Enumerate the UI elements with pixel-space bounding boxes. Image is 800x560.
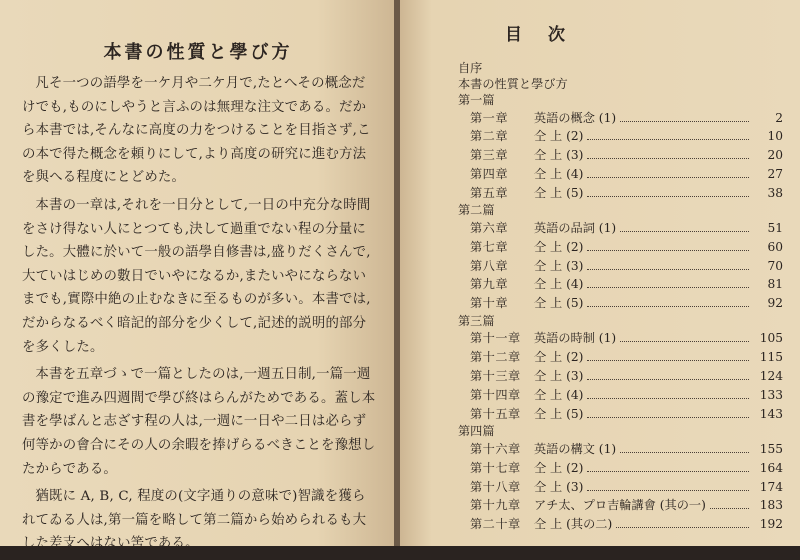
toc-chapter-number: 第四章 bbox=[470, 166, 509, 181]
toc-page-number: 70 bbox=[767, 258, 783, 273]
toc-entry bbox=[458, 440, 783, 459]
toc-entry bbox=[458, 146, 783, 165]
toc-page-number: 155 bbox=[759, 441, 783, 456]
toc-leader-dots bbox=[587, 177, 749, 178]
toc-entry bbox=[458, 219, 783, 238]
toc-chapter-title: 仝 上 (5) bbox=[534, 406, 584, 421]
toc-chapter-number: 第十七章 bbox=[470, 460, 521, 475]
toc-entry bbox=[458, 496, 783, 515]
toc-page-number: 51 bbox=[767, 220, 783, 235]
toc-page-number: 115 bbox=[759, 350, 783, 365]
toc-page-number: 105 bbox=[759, 331, 783, 346]
toc-chapter-number: 第五章 bbox=[470, 185, 509, 200]
toc-entry bbox=[458, 348, 783, 367]
toc-entry bbox=[458, 184, 783, 203]
toc-entry bbox=[458, 386, 783, 405]
toc-chapter-title: 仝 上 (3) bbox=[534, 369, 584, 384]
toc-page-number: 81 bbox=[767, 277, 783, 292]
toc-leader-dots bbox=[620, 341, 749, 342]
toc-chapter-title: 仝 上 (2) bbox=[534, 350, 584, 365]
toc-chapter-number: 第二章 bbox=[470, 129, 509, 144]
toc-entry bbox=[458, 109, 783, 128]
toc-page-number: 124 bbox=[759, 369, 783, 384]
toc-entry bbox=[458, 405, 783, 424]
toc-chapter-title: 仝 上 (3) bbox=[534, 258, 584, 273]
page-title: 本書の性質と學び方 bbox=[103, 42, 293, 63]
toc-chapter-title: アチ太、プロ吉輪講會 (其の一) bbox=[534, 498, 706, 513]
toc-page-number: 133 bbox=[759, 387, 783, 402]
toc-page-number: 143 bbox=[759, 406, 783, 421]
toc-leader-dots bbox=[587, 398, 749, 399]
paragraph: 本書を五章づゝで一篇としたのは,一週五日制,一篇一週の豫定で進み四週間で學び終はらんがためである。蓋し本書を學ばんと志ざす程の人は,一週に一日や二日は必らず何等かの會合にその人の余暇を捧げらるべきことを豫想したからである。 bbox=[22, 367, 376, 477]
toc-chapter-number: 第一章 bbox=[470, 110, 509, 125]
toc-leader-dots bbox=[587, 287, 749, 288]
toc-page-number: 20 bbox=[767, 148, 783, 163]
toc-page-number: 183 bbox=[759, 498, 783, 513]
toc-chapter-number: 第二十章 bbox=[470, 517, 521, 532]
toc-chapter-title: 仝 上 (其の二) bbox=[534, 517, 613, 532]
toc-leader-dots bbox=[587, 269, 749, 270]
toc-page-number: 27 bbox=[767, 166, 783, 181]
toc-part-heading: 第三篇 bbox=[458, 313, 495, 328]
toc-chapter-number: 第十五章 bbox=[470, 406, 521, 421]
toc-chapter-title: 仝 上 (2) bbox=[534, 460, 584, 475]
paragraph: 猶既に A, B, C, 程度の(文字通りの意味で)智識を獲られてゐる人は,第一篇を略して第二篇から始められるも大した差支へはない筈である。 bbox=[22, 489, 367, 552]
toc-entry bbox=[458, 294, 783, 313]
toc-part-heading: 第一篇 bbox=[458, 93, 495, 107]
toc-chapter-title: 仝 上 (5) bbox=[534, 296, 584, 311]
toc-chapter-number: 第八章 bbox=[470, 258, 509, 273]
left-page bbox=[0, 0, 396, 552]
toc-chapter-title: 仝 上 (5) bbox=[534, 185, 584, 200]
toc-leader-dots bbox=[587, 250, 749, 251]
toc-leader-dots bbox=[587, 306, 749, 307]
toc-chapter-number: 第十一章 bbox=[470, 331, 521, 346]
toc-title: 目次 bbox=[505, 25, 591, 45]
toc-entry bbox=[458, 515, 783, 534]
toc-page-number: 164 bbox=[759, 460, 783, 475]
toc-leader-dots bbox=[587, 490, 749, 491]
toc-leader-dots bbox=[620, 452, 749, 453]
table-of-contents bbox=[458, 60, 783, 534]
toc-leader-dots bbox=[587, 379, 749, 380]
toc-chapter-title: 仝 上 (3) bbox=[534, 479, 584, 494]
toc-leader-dots bbox=[620, 121, 749, 122]
toc-chapter-title: 英語の構文 (1) bbox=[534, 441, 617, 456]
toc-front-item: 本書の性質と學び方 bbox=[458, 77, 568, 91]
toc-leader-dots bbox=[587, 196, 749, 197]
toc-page-number: 2 bbox=[775, 110, 783, 125]
toc-entry bbox=[458, 329, 783, 348]
toc-leader-dots bbox=[587, 471, 749, 472]
toc-page-number: 38 bbox=[767, 185, 783, 200]
body-text bbox=[22, 72, 377, 560]
toc-page-number: 10 bbox=[767, 129, 783, 144]
toc-leader-dots bbox=[587, 139, 749, 140]
toc-page-number: 192 bbox=[759, 517, 783, 532]
toc-chapter-title: 仝 上 (2) bbox=[534, 239, 584, 254]
toc-page-number: 92 bbox=[767, 296, 783, 311]
toc-chapter-title: 英語の品詞 (1) bbox=[534, 220, 617, 235]
toc-chapter-number: 第六章 bbox=[470, 220, 509, 235]
toc-chapter-number: 第十章 bbox=[470, 296, 509, 311]
toc-chapter-number: 第三章 bbox=[470, 148, 509, 163]
toc-chapter-number: 第九章 bbox=[470, 277, 509, 292]
toc-chapter-number: 第十八章 bbox=[470, 479, 521, 494]
toc-front-item: 自序 bbox=[458, 61, 483, 75]
toc-chapter-title: 仝 上 (4) bbox=[534, 277, 584, 292]
toc-part-heading: 第二篇 bbox=[458, 203, 495, 218]
paragraph: 本書の一章は,それを一日分として,一日の中充分な時間をさけ得ない人にとつても,決して過重でない程の分量にした。大體に於いて一般の語學自修書は,盛りだくさんで,大ていはじめの數日でいやになるか,またいやにならないまでも,實際中絶の止むなきに至るものが多い。本書では,だからなるべく暗記的部分を少くして,記述的説明的部分を多くした。 bbox=[22, 197, 371, 355]
toc-entry bbox=[458, 275, 783, 294]
toc-chapter-title: 仝 上 (4) bbox=[534, 387, 584, 402]
toc-leader-dots bbox=[587, 360, 749, 361]
toc-leader-dots bbox=[620, 231, 749, 232]
toc-chapter-number: 第十六章 bbox=[470, 441, 521, 456]
toc-chapter-number: 第七章 bbox=[470, 239, 509, 254]
toc-entry bbox=[458, 459, 783, 478]
paragraph: 凡そ一つの語學を一ケ月や二ケ月で,たとへその概念だけでも,ものにしやうと言ふのは無理な注文である。だから本書では,そんなに高度の力をつけることを目指さず,この本で得た概念を頼りにして,より高度の研究に進む方法を與へる程度にとどめた。 bbox=[22, 76, 371, 186]
toc-chapter-title: 英語の時制 (1) bbox=[534, 331, 617, 346]
toc-entry bbox=[458, 367, 783, 386]
toc-entry bbox=[458, 238, 783, 257]
toc-entry bbox=[458, 257, 783, 276]
toc-chapter-title: 仝 上 (2) bbox=[534, 129, 584, 144]
toc-entry bbox=[458, 165, 783, 184]
toc-leader-dots bbox=[587, 417, 749, 418]
toc-chapter-title: 仝 上 (4) bbox=[534, 166, 584, 181]
toc-page-number: 174 bbox=[759, 479, 783, 494]
toc-chapter-number: 第十四章 bbox=[470, 387, 521, 402]
toc-chapter-number: 第十三章 bbox=[470, 369, 521, 384]
toc-leader-dots bbox=[616, 527, 749, 528]
toc-chapter-number: 第十二章 bbox=[470, 350, 521, 365]
toc-page-number: 60 bbox=[767, 239, 783, 254]
toc-part-heading: 第四篇 bbox=[458, 424, 495, 439]
toc-entry bbox=[458, 478, 783, 497]
toc-chapter-number: 第十九章 bbox=[470, 498, 521, 513]
toc-leader-dots bbox=[587, 158, 749, 159]
toc-chapter-title: 英語の概念 (1) bbox=[534, 110, 617, 125]
toc-chapter-title: 仝 上 (3) bbox=[534, 148, 584, 163]
toc-leader-dots bbox=[710, 508, 749, 509]
toc-entry bbox=[458, 127, 783, 146]
